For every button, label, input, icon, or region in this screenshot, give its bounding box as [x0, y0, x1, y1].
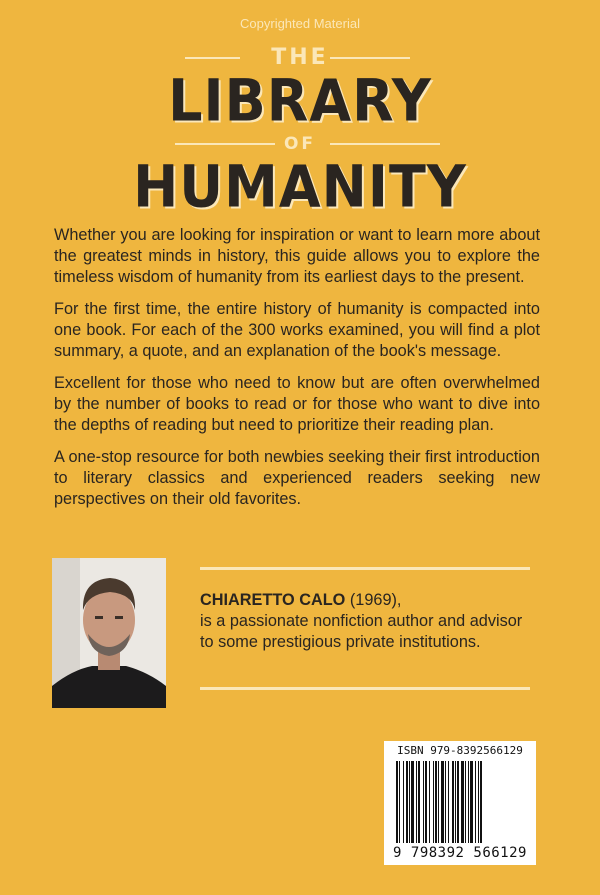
title-the: THE: [271, 45, 329, 70]
title-rule-right: [330, 57, 410, 59]
author-name: CHIARETTO CALO: [200, 591, 346, 609]
author-divider-top: [200, 567, 530, 570]
author-years: (1969),: [345, 591, 402, 609]
copyright-watermark: Copyrighted Material: [240, 16, 360, 31]
blurb-paragraph: A one-stop resource for both newbies seeking their first introduction to literary classics and experienced readers seeking new perspectives on their old favorites.: [54, 448, 540, 508]
book-title: [0, 44, 600, 221]
author-photo: [52, 558, 166, 708]
blurb-paragraph: Excellent for those who need to know but are often overwhelmed by the number of books to read or for those who want to dive into the depths of reading but need to prioritize their reading plan.: [54, 374, 540, 434]
title-rule-right: [330, 143, 440, 145]
blurb: [54, 225, 540, 521]
title-humanity: HUMANITY: [133, 152, 467, 221]
title-rule-left: [185, 57, 240, 59]
author-info: [200, 590, 530, 653]
blurb-paragraph: Whether you are looking for inspiration or want to learn more about the greatest minds in history, this guide allows you to explore the timeless wisdom of humanity from its earliest days to the present.: [54, 226, 540, 286]
title-of: OF: [283, 134, 317, 154]
barcode-digits: 9 798392 566129: [393, 845, 527, 861]
isbn-label: ISBN 979-8392566129: [397, 744, 523, 757]
author-bio: is a passionate nonfiction author and advisor to some prestigious private institutions.: [200, 612, 523, 651]
title-library: LIBRARY: [168, 66, 432, 135]
blurb-paragraph: For the first time, the entire history of humanity is compacted into one book. For each of the 300 works examined, you will find a plot summary, a quote, and an explanation of the book's message.: [54, 300, 540, 360]
title-rule-left: [175, 143, 275, 145]
author-divider-bottom: [200, 687, 530, 690]
barcode: [384, 741, 536, 865]
